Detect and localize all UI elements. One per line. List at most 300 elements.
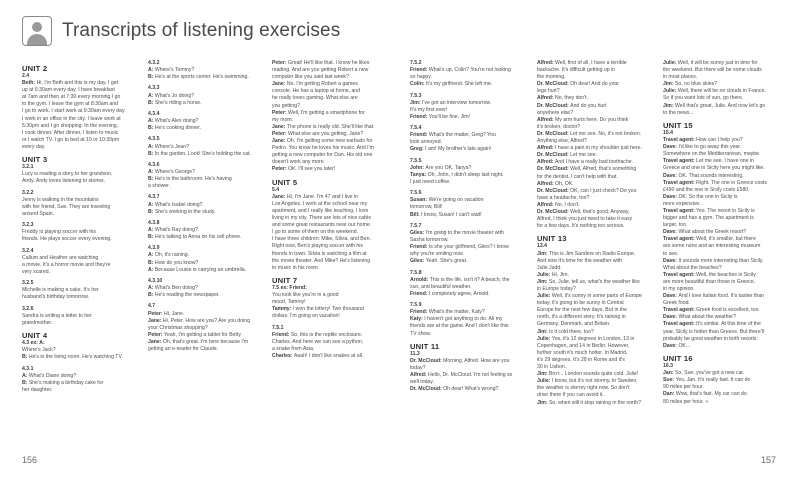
column-2	[148, 60, 258, 357]
transcript-line: Katy: I haven't got anything to do. All my	[410, 316, 503, 323]
transcript-line: mood, Tammy!	[272, 299, 306, 306]
transcript-line: Dr. McCloud: Oh dear! What's wrong?	[410, 386, 499, 393]
transcript-line: Julie: I know, but it's not stormy. In Sweden,	[537, 378, 638, 385]
transcript-line: Friend: You'll be fine, Jim!	[410, 113, 470, 120]
transcript-line: anywhere else?	[537, 109, 574, 116]
exercise-number: 7.5.1	[272, 324, 284, 331]
transcript-line: her daughter.	[22, 386, 53, 393]
transcript-line: it's 29 degrees. It's 28 in Rome and it's	[537, 356, 625, 363]
transcript-line: friends are at the game. And I don't like this	[410, 323, 509, 330]
exercise-number: 4.3 ex: A:	[22, 340, 45, 347]
transcript-line: for a few days. It's nothing too serious.	[537, 223, 625, 230]
exercise-number: 5.4	[272, 186, 280, 193]
transcript-line: A: What's Diane doing?	[22, 372, 77, 379]
transcript-line: husband's birthday tomorrow.	[22, 294, 89, 301]
transcript-line: Alfred: Hello, Dr. McCloud. I'm not feeling so	[410, 372, 513, 379]
transcript-line: computer like you said last week?	[272, 74, 349, 81]
transcript-block	[663, 363, 778, 406]
transcript-line: £490 and the one in Sicily costs £580.	[663, 186, 750, 193]
column-5	[537, 60, 649, 411]
transcript-line: Germany, Denmark, and Britain.	[537, 321, 611, 328]
transcript-line: Dr. McCloud: And do you hurt	[537, 102, 607, 109]
exercise-number: 3.2.2	[22, 189, 34, 196]
transcript-line: Andy. Andy loves listening to stories.	[22, 178, 106, 185]
exercise-number: 4.3.9	[148, 245, 160, 252]
transcript-block	[272, 325, 396, 360]
transcript-line: Jane: Hi, I'm Jane. I'm 47 and I live in	[272, 193, 358, 200]
unit-heading: UNIT 4	[22, 331, 48, 341]
exercise-number: 16.3	[663, 363, 674, 370]
transcript-line: bigger and has a gym. The apartment is	[663, 215, 754, 222]
transcript-line: John: Are you OK, Tanya?	[410, 164, 472, 171]
transcript-line: I cook dinner. After dinner, I listen to music	[22, 129, 119, 136]
exercise-number: 15.4	[663, 129, 674, 136]
transcript-line: larger, too.	[663, 222, 688, 229]
transcript-line: Dr. McCloud: Oh dear! And do your	[537, 81, 620, 88]
transcript-line: Dr. McCloud: Let me see.	[537, 152, 598, 159]
transcript-line: are some ruins and an interesting museum	[663, 243, 761, 250]
transcript-line: Travel agent: Greek food is excellent, too.	[663, 307, 760, 314]
exercise-number: 7.5.9	[410, 302, 422, 309]
transcript-line: You look like you're in a good	[272, 292, 339, 299]
transcript-block	[148, 278, 258, 299]
transcript-line: Dr. McCloud: OK, can I just check? Do you	[537, 187, 637, 194]
transcript-line: Travel agent: Well, the beaches in Sicily	[663, 271, 756, 278]
transcript-line: today, it's going to be sunny in Central	[537, 300, 624, 307]
transcript-line: the movie theater. And Mike? He's listening	[272, 257, 371, 264]
transcript-block	[148, 111, 258, 132]
transcript-line: Freddy is playing soccer with his	[22, 229, 96, 236]
exercise-number: 4.7	[148, 303, 156, 310]
transcript-line: my mom.	[272, 116, 294, 123]
transcript-line: Travel agent: How can I help you?	[663, 137, 743, 144]
transcript-line: B: How do you know?	[148, 259, 199, 266]
transcript-line: Julie: Well, there will be no clouds in France.	[663, 88, 766, 95]
transcript-line: Friend: So, this is the reptile enclosure.	[272, 331, 363, 338]
transcript-line: Julie: Well, it will be sunny just in time for	[663, 60, 758, 66]
transcript-line: Dave: OK. So the one in Sicily is	[663, 193, 738, 200]
person-silhouette-icon	[22, 16, 52, 46]
page-header	[22, 14, 340, 48]
transcript-line: Jane: Hi, Peter. How are you? Are you doing	[148, 317, 251, 324]
exercise-number: 3.2.1	[22, 164, 34, 171]
transcript-line: B: He's reading the newspaper.	[148, 292, 220, 299]
transcript-line: getting a new computer for Dan. His old one	[272, 152, 373, 159]
transcript-line: year, Sicily is hotter than Greece. But there'll	[663, 328, 764, 335]
transcript-line: to music in his room.	[272, 264, 320, 271]
transcript-line: Susan: We're going on vacation	[410, 197, 484, 204]
transcript-line: Jim: So, no blue skies?	[663, 81, 718, 88]
transcript-line: A: What's Ray doing?	[148, 227, 198, 233]
transcript-line: the morning.	[537, 74, 566, 81]
transcript-line: north, it's a different story. It's raining in	[537, 314, 626, 321]
transcript-block	[148, 303, 258, 353]
transcript-line: are more beautiful than those in Greece,	[663, 278, 756, 285]
transcript-line: Jenny is walking in the mountains	[22, 196, 99, 203]
transcript-line: A: What's Ben doing?	[148, 285, 198, 292]
transcript-line: Friend: What's the matter, Greg? You	[410, 132, 496, 139]
transcript-line: getting an e-reader for Claude.	[148, 345, 219, 352]
transcript-line: backache. It's difficult getting up in	[537, 67, 616, 74]
transcript-line: Los Angeles. I work at the school near my	[272, 200, 368, 207]
exercise-number: 4.3.10	[148, 277, 163, 284]
exercise-number: 2.4	[22, 73, 30, 79]
transcript-block	[22, 73, 134, 151]
exercise-number: 4.3.5	[148, 136, 160, 143]
transcript-block	[272, 285, 396, 320]
transcript-line: Peter: Great! He'll like that. I know he likes	[272, 60, 370, 66]
transcript-line: And now it's time for the weather with	[537, 257, 622, 264]
transcript-line: Jane: The phone is really old. She'll like that.	[272, 123, 375, 130]
transcript-block	[537, 243, 649, 406]
transcript-line: A: Where's George?	[148, 168, 195, 175]
exercise-number: 4.3.1	[22, 365, 34, 372]
exercise-number: 4.3.6	[148, 161, 160, 168]
transcript-line: Peter: Well, I'm getting a smartphone for	[272, 109, 365, 116]
transcript-line: Dr. McCloud: Morning, Alfred. How are you	[410, 357, 510, 364]
exercise-number: 4.3.8	[148, 219, 160, 226]
transcript-line: What about the beaches?	[663, 264, 722, 271]
transcript-line: Right now, Ben's playing soccer with his	[272, 243, 363, 250]
transcript-line: probably be good weather in both resorts.	[663, 335, 758, 342]
transcript-line: Julie: Hi, Jim.	[537, 271, 569, 278]
transcript-line: B: She's working in the study.	[148, 208, 216, 215]
transcript-line: a movie. It's a horror movie and they're	[22, 261, 111, 268]
transcript-line: Alfred: No, I don't.	[537, 201, 580, 208]
transcript-block	[22, 248, 134, 276]
transcript-line: Dave: What about the weather?	[663, 314, 736, 321]
transcript-line: Jane: Oh, that's great. I'm here because I'm	[148, 338, 249, 345]
transcript-line: to see.	[663, 250, 679, 257]
transcript-line: B: He's cooking dinner.	[148, 125, 201, 132]
transcript-block	[663, 60, 778, 117]
transcript-line: Giles: I'm going to the movie theater with	[410, 229, 504, 236]
transcript-line: A: Oh, it's raining.	[148, 252, 189, 259]
transcript-line: Alfred: I have a pain in my shoulder just here.	[537, 145, 642, 152]
transcript-line: Jim: I've got an interview tomorrow.	[410, 99, 492, 106]
column-1	[22, 60, 134, 398]
transcript-line: Dave: It sounds more interesting than Sicily.	[663, 257, 764, 264]
exercise-number: 13.4	[537, 243, 548, 250]
unit-heading: UNIT 2	[22, 64, 48, 73]
transcript-line: Alfred: My arm hurts here. Do you think	[537, 116, 629, 123]
transcript-line: A: Where's Tommy?	[148, 67, 195, 74]
transcript-line: Sasha tomorrow.	[410, 237, 449, 243]
transcript-line: Alfred: And I have a really bad toothache.	[537, 159, 634, 166]
transcript-block	[410, 190, 522, 218]
transcript-line: Alfred, I think you just need to take it easy	[537, 216, 633, 223]
exercise-number: 3.2.5	[22, 280, 34, 287]
transcript-line: and some great restaurants near our home.	[272, 222, 372, 229]
transcript-line: Friend: I completely agree, Arnold.	[410, 290, 490, 297]
exercise-number: 4.3.3	[148, 85, 160, 92]
transcript-line: the weather is stormy right now. So don't	[537, 385, 630, 392]
unit-heading: UNIT 5	[272, 177, 298, 187]
exercise-number: 4.3.4	[148, 110, 160, 117]
transcript-block	[410, 125, 522, 153]
transcript-block	[22, 280, 134, 301]
transcript-line: Friend: What's up, Colin? You're not looking	[410, 67, 511, 74]
transcript-line: apartment, and I really like teaching. I love	[272, 207, 369, 214]
transcript-line: I work in an office in the city. I leave work at	[22, 115, 121, 122]
transcript-line: Dave: What about the Greek resort?	[663, 229, 747, 236]
transcript-line: he really loves gaming. What else are	[272, 95, 358, 102]
exercise-number: 7.5.2	[410, 60, 422, 66]
transcript-line: have a headache, too?	[537, 194, 590, 201]
page-number-right: 157	[760, 455, 776, 465]
transcript-line: Travel agent: Well, it's smaller, but there	[663, 236, 756, 243]
transcript-block	[148, 162, 258, 190]
transcript-line: Julie: Yes, it's 12 degrees in London, 13 in	[537, 335, 635, 342]
transcript-line: every day.	[22, 143, 46, 150]
transcript-line: Charles: Aaah! I don't like snakes at all.	[272, 353, 364, 360]
exercise-number: 3.2.4	[22, 247, 34, 254]
transcript-line: A: Where's Jean?	[148, 143, 189, 150]
transcript-line: 80 miles per hour. »	[663, 398, 709, 405]
transcript-line: your Christmas shopping?	[148, 324, 208, 331]
transcript-line: Travel agent: Let me see. I have one in	[663, 158, 754, 165]
transcript-line: 5:30pm and I go shopping. In the evening,	[22, 122, 119, 129]
transcript-line: I just need coffee.	[410, 178, 451, 185]
transcript-line: living in my city. There are lots of nice cafés	[272, 215, 371, 222]
transcript-line: a shower.	[148, 183, 171, 190]
unit-heading: UNIT 7	[272, 276, 298, 285]
transcript-line: Anything else, Alfred?	[537, 138, 587, 145]
transcript-line: Friend: What's the matter, Katy?	[410, 309, 485, 316]
exercise-number: 7.5.4	[410, 125, 422, 132]
transcript-block	[663, 130, 778, 350]
transcript-line: Somewhere on the Mediterranean, maybe.	[663, 151, 761, 158]
transcript-line: for the dentist. I can't help with that.	[537, 173, 618, 180]
transcript-line: Colin: It's my girlfriend. She left me.	[410, 81, 493, 88]
exercise-number: 3.2.3	[22, 222, 34, 229]
transcript-line: It's my first ever!	[410, 106, 448, 113]
transcript-line: I have three children: Mike, Silvia, and Ben.	[272, 236, 371, 243]
transcript-block	[410, 223, 522, 266]
transcript-line: TV show.	[410, 330, 432, 337]
transcript-line: friends in town. Silvia is watching a film at	[272, 250, 367, 257]
transcript-line: Friend: Is she your girlfriend, Giles? I know	[410, 244, 509, 251]
exercise-number: 7.5 ex: Friend:	[272, 285, 307, 291]
transcript-block	[148, 136, 258, 157]
transcript-line: Where's Jack?	[22, 347, 56, 354]
transcript-line: console. He has a laptop at home, and	[272, 88, 361, 95]
transcript-block	[410, 270, 522, 298]
transcript-block	[410, 93, 522, 121]
transcript-line: Jim: So, Julie, tell us, what's the weather like	[537, 278, 640, 285]
exercise-number: 4.3.2	[148, 60, 160, 66]
transcript-block	[537, 60, 649, 230]
transcript-line: Alfred: Well, first of all, I have a terrible	[537, 60, 627, 66]
transcript-line: Peter: Yeah, I'm getting a tablet for Betty.	[148, 331, 242, 338]
transcript-line: Jan: So, Sue, you've got a new car.	[663, 370, 745, 377]
transcript-line: a snake from Asia.	[272, 345, 315, 352]
transcript-line: or I watch TV. I go to bed at 10 or 10:30pm	[22, 136, 120, 143]
transcript-line: tomorrow, Bill!	[410, 204, 443, 211]
transcript-line: Dave: I'd like to go away this year.	[663, 144, 742, 151]
transcript-line: Copenhagen, and 14 in Berlin. However,	[537, 342, 630, 349]
transcript-line: I go to some of them on the weekend.	[272, 229, 359, 236]
transcript-line: at 7am and then at 7:30 every morning I go	[22, 94, 121, 101]
unit-heading: UNIT 3	[22, 155, 48, 165]
transcript-block	[272, 60, 396, 174]
column-3	[272, 60, 396, 364]
unit-heading: UNIT 11	[410, 341, 440, 351]
transcript-line: Giles: Yeah. She's great.	[410, 258, 468, 265]
transcript-line: to the gym. I leave the gym at 8:30am and	[22, 101, 119, 108]
transcript-line: A: What's Isabel doing?	[148, 201, 203, 208]
transcript-line: Jim: Well that's great, Julie. And now let's go	[663, 102, 766, 109]
exercise-number: 7.5.6	[410, 190, 422, 197]
transcript-line: around Spain.	[22, 210, 55, 217]
transcript-block	[410, 302, 522, 337]
exercise-number: 11.3	[410, 350, 420, 357]
transcript-line: dollars. I'm going on vacation!	[272, 313, 340, 320]
transcript-line: with her friend, Sue. They are traveling	[22, 203, 111, 210]
transcript-line: it's broken, doctor?	[537, 123, 581, 130]
transcript-line: Europe for the next few days. But in the	[537, 307, 628, 314]
transcript-line: Travel agent: It's similar. At this time of the	[663, 321, 761, 328]
transcript-line: in most places.	[663, 74, 698, 81]
transcript-line: why you're smiling now.	[410, 251, 464, 258]
transcript-line: to the news...	[663, 109, 694, 116]
transcript-line: Greek food.	[663, 300, 690, 307]
transcript-line: drive there if you can avoid it.	[537, 392, 604, 399]
transcript-line: Jim: So, when will it stop raining in the north?	[537, 399, 642, 406]
unit-heading: UNIT 16	[663, 354, 693, 364]
transcript-line: Alfred: Oh, OK.	[537, 180, 574, 187]
transcript-line: Bill: I know, Susan! I can't wait!	[410, 211, 482, 218]
transcript-line: A: What's Alex doing?	[148, 118, 199, 125]
page-number-left: 156	[22, 455, 38, 465]
transcript-line: Jim: This is Jim Sanders on Radio Europe.	[537, 250, 636, 257]
transcript-line: Jim: Brrrr... London sounds quite cold. Julie!	[537, 371, 639, 378]
transcript-line: you getting?	[272, 102, 301, 109]
transcript-line: grandmother.	[22, 319, 53, 326]
transcript-line: Travel agent: Yes. The resort in Sicily is	[663, 207, 755, 214]
transcript-line: very scared.	[22, 269, 50, 275]
exercise-number: 7.5.3	[410, 92, 422, 99]
transcript-line: B: He's talking to Anna on his cell phone.	[148, 234, 242, 241]
transcript-block	[148, 60, 258, 81]
transcript-line: Jim: Is it cold there, too?	[537, 328, 594, 335]
transcript-line: B: He's in the living room. He's watching TV.	[22, 354, 123, 361]
transcript-line: so happy.	[410, 74, 432, 81]
transcript-line: sun, and beautiful weather.	[410, 283, 472, 290]
transcript-block	[22, 190, 134, 218]
transcript-line: Sandra is writing a letter to her	[22, 312, 92, 319]
transcript-line: Beth: Hi, I'm Beth and this is my day. I get	[22, 80, 119, 87]
exercise-number: 7.5.5	[410, 157, 422, 164]
transcript-line: A: Because Louise is carrying an umbrella.	[148, 266, 247, 273]
transcript-line: I go to work. I start work at 9:30am every day.	[22, 108, 126, 115]
transcript-block	[22, 366, 134, 394]
exercise-number: 7.5.7	[410, 222, 422, 229]
transcript-block	[148, 220, 258, 241]
transcript-line: today?	[410, 364, 426, 371]
transcript-line: Pedro. You know he loves his music. And I'm	[272, 145, 374, 152]
transcript-line: B: He's in the bathroom. He's having	[148, 176, 232, 183]
exercise-number: 3.2.6	[22, 305, 34, 312]
transcript-line: B: She's riding a horse.	[148, 99, 202, 106]
transcript-block	[410, 158, 522, 186]
transcript-line: the weekend. But there will be some clouds	[663, 67, 762, 74]
unit-heading: UNIT 13	[537, 234, 567, 244]
transcript-line: Jane: Oh. I'm getting some new earbuds for	[272, 138, 373, 145]
transcript-line: B: She's making a birthday cake for	[22, 379, 104, 386]
transcript-line: Dr. McCloud: Well, that's good. Anyway,	[537, 208, 630, 215]
column-6	[663, 60, 778, 410]
transcript-line: reading. And are you getting Robert a new	[272, 67, 369, 74]
transcript-line: 90 miles per hour.	[663, 384, 704, 391]
transcript-line: well today.	[410, 379, 434, 386]
transcript-line: B: He's at the sports center. He's swimming.	[148, 74, 249, 81]
transcript-line: Sue: Yes, Jan. It's really fast. It can do	[663, 377, 751, 384]
transcript-line: Callum and Heather are watching	[22, 254, 99, 261]
transcript-line: Dan: Wow, that's fast. My car can do	[663, 391, 747, 398]
transcript-line: Lucy is reading a story to her grandson.	[22, 171, 113, 178]
transcript-block	[410, 351, 522, 394]
transcript-line: B: In the garden. Look! She's holding the cat.	[148, 150, 252, 157]
transcript-line: Julie: Well, it's sunny in some parts of Europe	[537, 293, 642, 300]
transcript-block	[272, 187, 396, 272]
transcript-line: further south it's much hotter. In Madrid,	[537, 349, 628, 356]
page-title: Transcripts of listening exercises	[62, 20, 341, 41]
transcript-block	[22, 222, 134, 243]
transcript-line: Charles. And here we can see a python,	[272, 338, 364, 345]
transcript-line: A: What's Jo doing?	[148, 92, 195, 99]
transcript-line: Peter: Hi, Jane.	[148, 310, 185, 317]
transcript-block	[22, 306, 134, 327]
transcript-line: Dave: And I love Italian food. It's tastier than	[663, 293, 765, 300]
transcript-line: Tanya: Oh, John, I didn't sleep last night.	[410, 171, 504, 178]
transcript-line: Dr. McCloud: Let me see. No, it's not broken.	[537, 130, 642, 137]
column-4	[410, 60, 522, 398]
transcript-line: So if you want lots of sun, go there.	[663, 95, 744, 102]
transcript-line: Tammy: I won the lottery! Two thousand	[272, 306, 364, 313]
transcript-line: Travel agent: Right. The one in Greece costs	[663, 179, 767, 186]
unit-heading: UNIT 15	[663, 120, 693, 130]
transcript-line: Greece and one in Sicily here you might like.	[663, 165, 765, 172]
transcript-line: Dave: OK...	[663, 342, 691, 349]
transcript-line: Jane: No. I'm getting Robert a games	[272, 81, 358, 88]
transcript-line: Peter: What else are you getting, Jane?	[272, 130, 364, 137]
transcript-line: Greg: I am! My brother's late again!	[410, 146, 492, 153]
transcript-line: legs hurt?	[537, 88, 560, 95]
transcript-block	[148, 85, 258, 106]
exercise-number: 4.3.7	[148, 194, 160, 201]
transcript-line: Michelle is making a cake. It's her	[22, 287, 99, 294]
transcript-block	[22, 164, 134, 185]
transcript-line: more expensive.	[663, 200, 701, 207]
transcript-line: in Europe today?	[537, 286, 576, 292]
transcript-line: Alfred: No, they don't.	[537, 95, 588, 102]
exercise-number: 7.5.8	[410, 269, 422, 276]
transcript-line: up at 6:30am every day. I have breakfast	[22, 87, 115, 94]
transcript-block	[148, 245, 258, 273]
transcript-block	[148, 194, 258, 215]
transcript-line: look annoyed.	[410, 139, 443, 146]
transcript-line: Dr. McCloud: Well, Alfred, that's something	[537, 166, 637, 173]
transcript-line: Peter: OK. I'll see you later!	[272, 166, 336, 173]
transcript-line: Julie Judd.	[537, 264, 562, 271]
transcript-line: in my opinion.	[663, 286, 695, 292]
transcript-block	[22, 340, 134, 361]
transcript-line: Arnold: This is the life, isn't it? A beach, the	[410, 276, 510, 283]
transcript-line: 30 in Lisbon.	[537, 364, 567, 371]
transcript-line: Dave: OK. That sounds interesting.	[663, 172, 744, 179]
transcript-block	[410, 60, 522, 88]
